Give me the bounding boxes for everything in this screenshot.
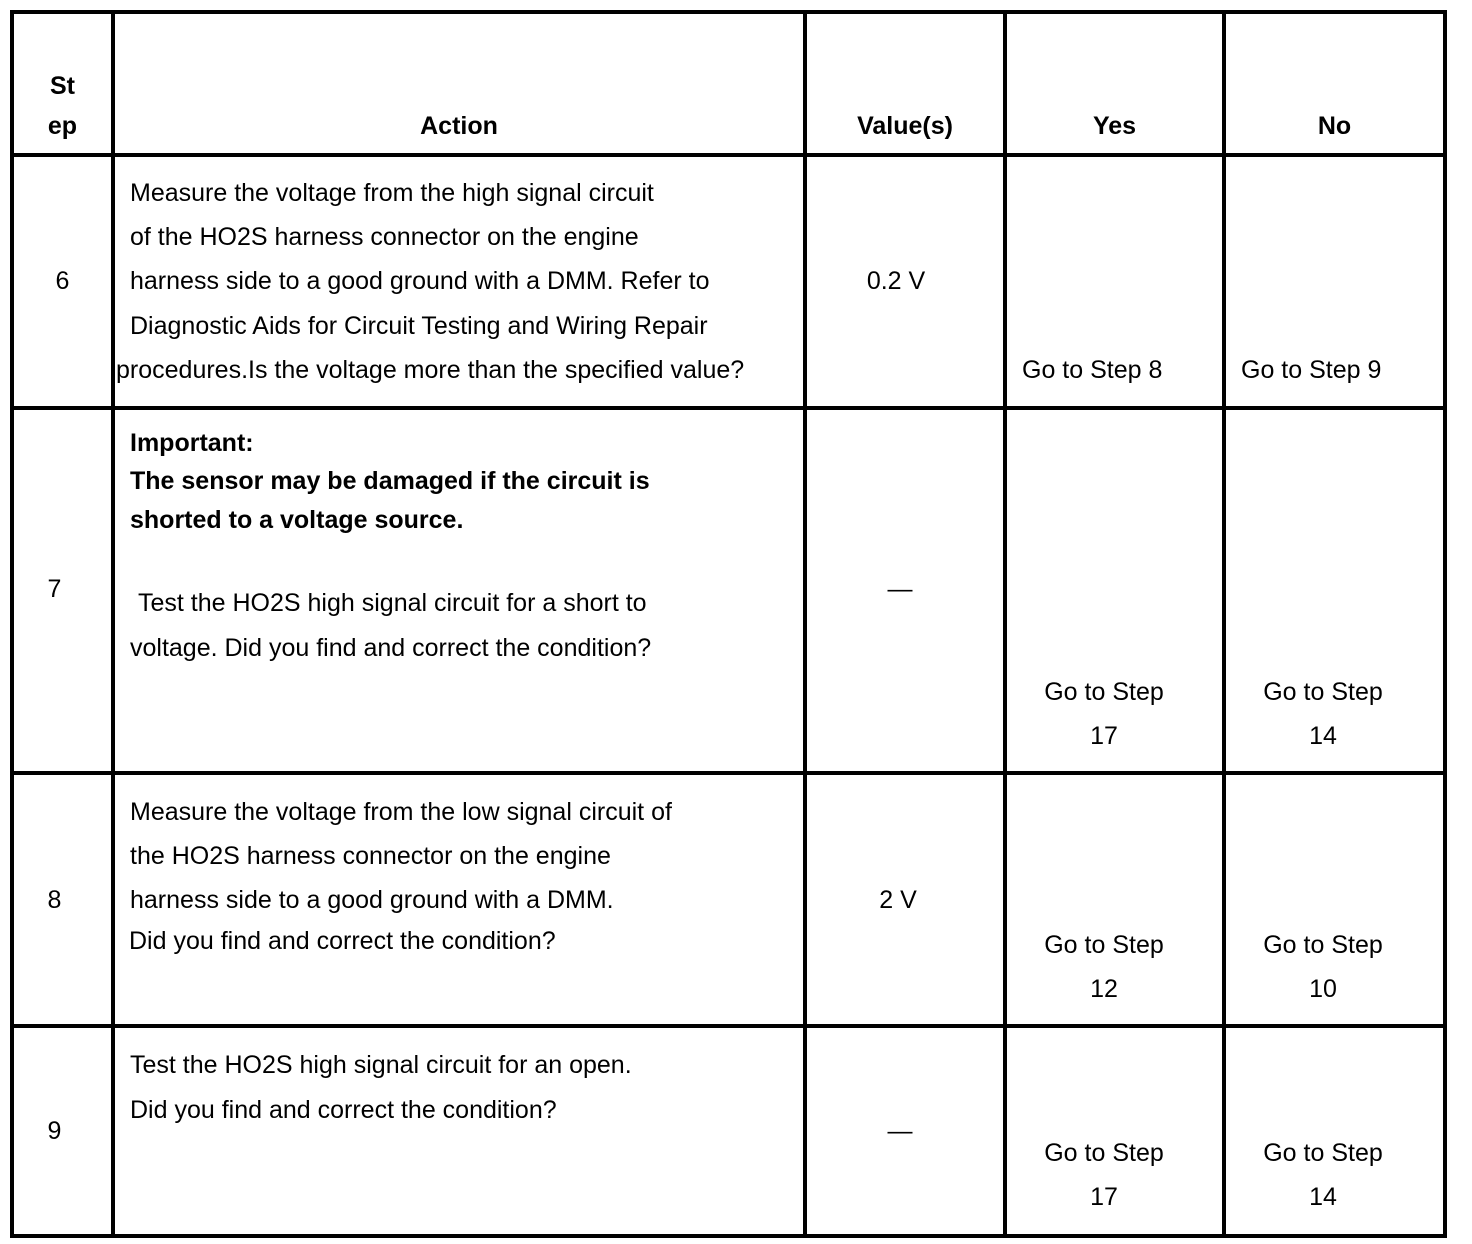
- no-cell: [1226, 1138, 1420, 1212]
- yes-cell-line: 17: [1090, 722, 1118, 750]
- yes-cell-line: 17: [1090, 1183, 1118, 1211]
- action-line: procedures.Is the voltage more than the specified value?: [116, 356, 745, 384]
- action-line: of the HO2S harness connector on the engine: [130, 223, 639, 251]
- important-note-line: shorted to a voltage source.: [130, 506, 464, 534]
- no-cell: [1226, 930, 1420, 1004]
- row-divider: [10, 406, 1447, 410]
- yes-cell-line: Go to Step: [1044, 1139, 1164, 1167]
- step-number: 6: [55, 267, 70, 295]
- action-line: Measure the voltage from the low signal circuit of: [130, 798, 672, 826]
- important-heading: Important:: [130, 429, 254, 457]
- important-note-line: The sensor may be damaged if the circuit is: [130, 467, 650, 495]
- action-line: Measure the voltage from the high signal circuit: [130, 179, 654, 207]
- action-line: the HO2S harness connector on the engine: [130, 842, 611, 870]
- table-border-top: [10, 10, 1447, 14]
- column-divider: [111, 10, 115, 1238]
- action-line: Test the HO2S high signal circuit for a short to: [138, 589, 647, 617]
- action-line: harness side to a good ground with a DMM. Refer to: [130, 267, 710, 295]
- header-values: Value(s): [857, 112, 953, 140]
- header-action: Action: [420, 112, 498, 140]
- column-divider: [803, 10, 807, 1238]
- header-step-line-1: St: [50, 72, 75, 100]
- step-number: 7: [47, 575, 62, 603]
- yes-cell: Go to Step 8: [1022, 356, 1163, 384]
- action-line: Diagnostic Aids for Circuit Testing and Wiring Repair: [130, 312, 708, 340]
- no-cell-line: 14: [1309, 722, 1337, 750]
- header-yes: Yes: [1092, 112, 1137, 140]
- no-cell-line: Go to Step: [1263, 1139, 1383, 1167]
- table-border-bottom: [10, 1234, 1447, 1238]
- action-line: Did you find and correct the condition?: [129, 927, 556, 955]
- yes-cell-line: Go to Step: [1044, 678, 1164, 706]
- action-line: voltage. Did you find and correct the condition?: [130, 634, 652, 662]
- column-divider: [1003, 10, 1007, 1238]
- header-divider: [10, 153, 1447, 157]
- yes-cell-line: 12: [1090, 975, 1118, 1003]
- no-cell-line: 14: [1309, 1183, 1337, 1211]
- step-number: 9: [47, 1117, 62, 1145]
- yes-cell-line: Go to Step: [1044, 931, 1164, 959]
- value-cell: 2 V: [879, 886, 917, 914]
- action-line: Test the HO2S high signal circuit for an open.: [130, 1051, 632, 1079]
- row-divider: [10, 771, 1447, 775]
- table-border-left: [10, 10, 14, 1238]
- yes-cell: [1007, 930, 1201, 1004]
- action-line: harness side to a good ground with a DMM.: [130, 886, 614, 914]
- step-number: 8: [47, 886, 62, 914]
- header-step: [14, 66, 111, 146]
- value-cell: —: [887, 575, 913, 603]
- yes-cell: [1007, 677, 1201, 751]
- no-cell-line: 10: [1309, 975, 1337, 1003]
- value-cell: 0.2 V: [866, 267, 926, 295]
- table-border-right: [1443, 10, 1447, 1238]
- column-divider: [1222, 10, 1226, 1238]
- yes-cell: [1007, 1138, 1201, 1212]
- row-divider: [10, 1024, 1447, 1028]
- no-cell: [1226, 677, 1420, 751]
- no-cell-line: Go to Step: [1263, 678, 1383, 706]
- action-line: Did you find and correct the condition?: [130, 1096, 557, 1124]
- no-cell-line: Go to Step: [1263, 931, 1383, 959]
- header-no: No: [1317, 112, 1352, 140]
- value-cell: —: [887, 1117, 913, 1145]
- no-cell: Go to Step 9: [1241, 356, 1382, 384]
- header-step-line-2: ep: [47, 112, 78, 140]
